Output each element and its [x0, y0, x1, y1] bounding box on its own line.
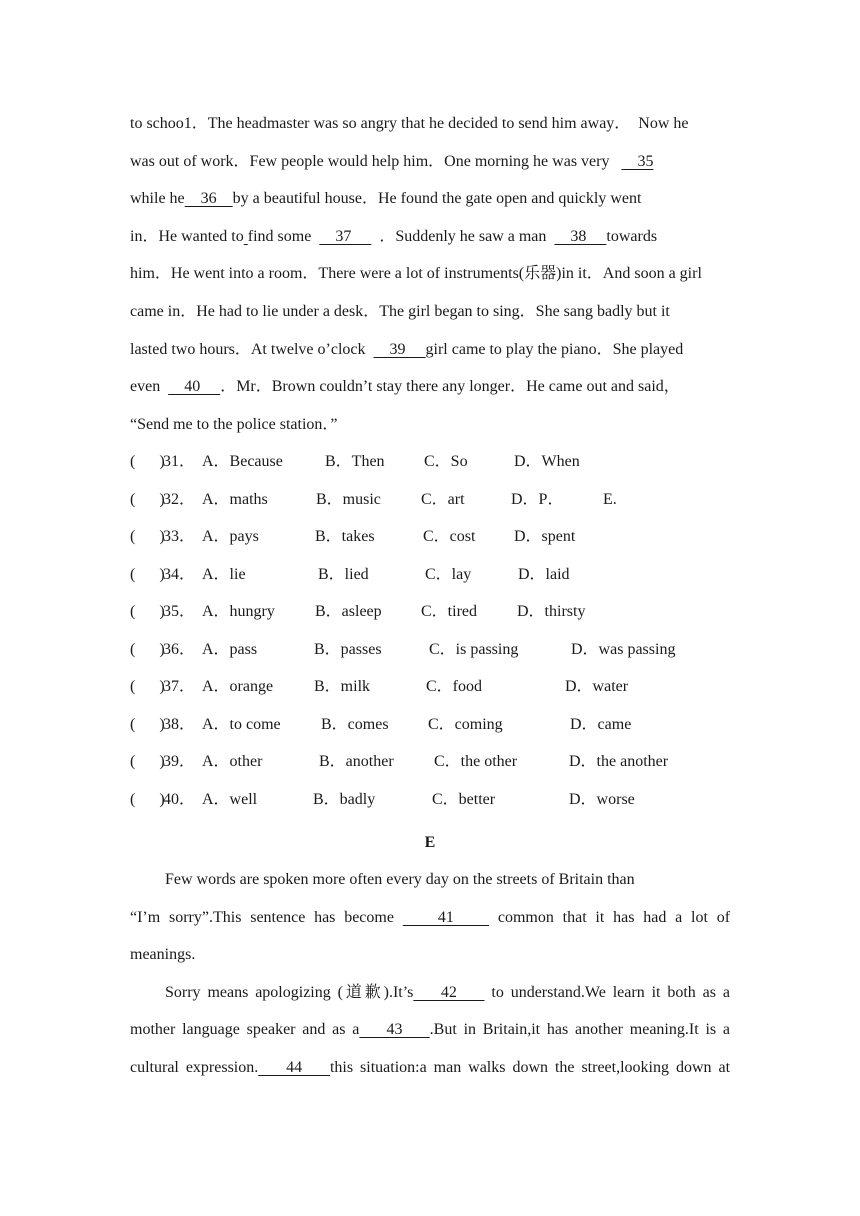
passage-line — [130, 377, 730, 397]
question-36 — [130, 640, 730, 660]
option-c: C．better — [432, 791, 496, 808]
option-d: D．was passing — [571, 641, 676, 658]
text-segment: in．He wanted to — [130, 228, 244, 245]
text-segment: mother language speaker and as a — [130, 1021, 360, 1038]
option-b: B．asleep — [315, 603, 382, 620]
option-d: D．laid — [518, 566, 570, 583]
text-segment: lasted two hours．At twelve o’clock — [130, 341, 374, 358]
option-a: A．pays — [202, 528, 259, 545]
question-number: 36． — [163, 641, 196, 658]
answer-bracket[interactable]: ( ) — [130, 603, 165, 620]
text-segment: this situation:a man walks down the street,looking down at — [329, 1059, 731, 1076]
text-segment: .But in Britain,it has another meaning.It is a — [429, 1021, 730, 1038]
blank-44: 44 — [258, 1059, 330, 1076]
option-c: C．art — [421, 491, 465, 508]
option-b: B．badly — [313, 791, 376, 808]
text-segment: cultural expression. — [130, 1059, 259, 1076]
option-c: C．coming — [428, 716, 503, 733]
question-number: 37． — [163, 678, 196, 695]
option-d: D．spent — [514, 528, 576, 545]
answer-bracket[interactable]: ( ) — [130, 453, 165, 470]
option-b: B．passes — [314, 641, 382, 658]
passage-line — [130, 227, 730, 247]
passage-line — [130, 908, 730, 928]
option-a: A．other — [202, 753, 263, 770]
question-number: 33． — [163, 528, 196, 545]
option-c: C．tired — [421, 603, 477, 620]
option-d: D．worse — [569, 791, 635, 808]
answer-bracket[interactable]: ( ) — [130, 641, 165, 658]
passage-line — [130, 340, 730, 360]
passage-line: “Send me to the police station．” — [130, 416, 338, 433]
text-segment: “I’m sorry”.This sentence has become — [130, 909, 403, 926]
option-b: B．comes — [321, 716, 389, 733]
question-34 — [130, 565, 730, 585]
option-d: D．thirsty — [517, 603, 586, 620]
option-b: B．takes — [315, 528, 375, 545]
question-number: 40． — [163, 791, 196, 808]
answer-bracket[interactable]: ( ) — [130, 528, 165, 545]
passage-line — [130, 1020, 730, 1040]
question-number: 38． — [163, 716, 196, 733]
option-c: C．lay — [425, 566, 472, 583]
option-d: D．water — [565, 678, 629, 695]
question-number: 35． — [163, 603, 196, 620]
passage-line — [130, 1058, 730, 1078]
option-b: B．milk — [314, 678, 371, 695]
blank-40: 40 — [168, 378, 221, 395]
option-a: A．hungry — [202, 603, 275, 620]
option-b: B．another — [319, 753, 394, 770]
text-segment: towards — [606, 228, 658, 245]
option-d: D．came — [570, 716, 632, 733]
text-segment: Sorry means apologizing (道歉).It’s — [165, 984, 414, 1001]
option-d: D．the another — [569, 753, 669, 770]
passage-line: came in．He had to lie under a desk．The girl began to sing．She sang badly but it — [130, 303, 670, 320]
answer-bracket[interactable]: ( ) — [130, 791, 165, 808]
option-a: A．to come — [202, 716, 281, 733]
passage-line: meanings. — [130, 946, 196, 963]
question-40 — [130, 790, 730, 810]
option-a: A．Because — [202, 453, 283, 470]
text-segment: find some — [247, 228, 320, 245]
answer-bracket[interactable]: ( ) — [130, 491, 165, 508]
blank-37: 37 — [319, 228, 372, 245]
text-segment: was out of work．Few people would help him．One morning he was very — [130, 153, 622, 170]
text-segment: common that it has had a lot of — [489, 909, 731, 926]
option-b: B．Then — [325, 453, 385, 470]
question-31 — [130, 452, 730, 472]
blank-39: 39 — [373, 341, 426, 358]
section-heading: E — [424, 834, 436, 851]
answer-bracket[interactable]: ( ) — [130, 566, 165, 583]
text-segment: while he — [130, 190, 185, 207]
option-c: C．So — [424, 453, 468, 470]
option-a: A．maths — [202, 491, 268, 508]
option-d: D．P． — [511, 491, 564, 508]
passage-line — [165, 983, 730, 1003]
question-35 — [130, 602, 730, 622]
option-a: A．lie — [202, 566, 246, 583]
option-d: D．When — [514, 453, 580, 470]
text-segment: by a beautiful house．He found the gate open and quickly went — [232, 190, 642, 207]
text-segment: ．Mr．Brown couldn’t stay there any longer．He came out and said， — [220, 378, 680, 395]
option-b: B．lied — [318, 566, 369, 583]
blank-43: 43 — [359, 1021, 430, 1038]
question-number: 31． — [163, 453, 196, 470]
text-segment: ．Suddenly he saw a man — [371, 228, 555, 245]
passage-line — [130, 152, 730, 172]
option-a: A．pass — [202, 641, 258, 658]
question-38 — [130, 715, 730, 735]
option-a: A．orange — [202, 678, 274, 695]
question-number: 39． — [163, 753, 196, 770]
text-segment: to understand.We learn it both as a — [484, 984, 731, 1001]
option-c: C．food — [426, 678, 483, 695]
passage-line: Few words are spoken more often every day on the streets of Britain than — [165, 871, 635, 888]
question-number: 32． — [163, 491, 196, 508]
text-segment: even — [130, 378, 169, 395]
answer-bracket[interactable]: ( ) — [130, 678, 165, 695]
blank-41: 41 — [402, 909, 490, 926]
option-c: C．the other — [434, 753, 518, 770]
question-32 — [130, 490, 730, 510]
blank-36: 36 — [184, 190, 233, 207]
option-c: C．is passing — [429, 641, 519, 658]
passage-line: him．He went into a room．There were a lot of instruments(乐器)in it．And soon a girl — [130, 265, 702, 282]
option-b: B．music — [316, 491, 381, 508]
passage-line: to schoo1．The headmaster was so angry that he decided to send him away． Now he — [130, 115, 689, 132]
option-e: E. — [603, 491, 617, 508]
question-37 — [130, 677, 730, 697]
question-39 — [130, 752, 730, 772]
blank-42: 42 — [413, 984, 485, 1001]
question-33 — [130, 527, 730, 547]
passage-line — [130, 189, 730, 209]
blank-38: 38 — [554, 228, 607, 245]
option-c: C．cost — [423, 528, 476, 545]
answer-bracket[interactable]: ( ) — [130, 753, 165, 770]
blank-35: 35 — [621, 153, 654, 170]
question-number: 34． — [163, 566, 196, 583]
option-a: A．well — [202, 791, 258, 808]
text-segment: girl came to play the piano．She played — [425, 341, 684, 358]
answer-bracket[interactable]: ( ) — [130, 716, 165, 733]
